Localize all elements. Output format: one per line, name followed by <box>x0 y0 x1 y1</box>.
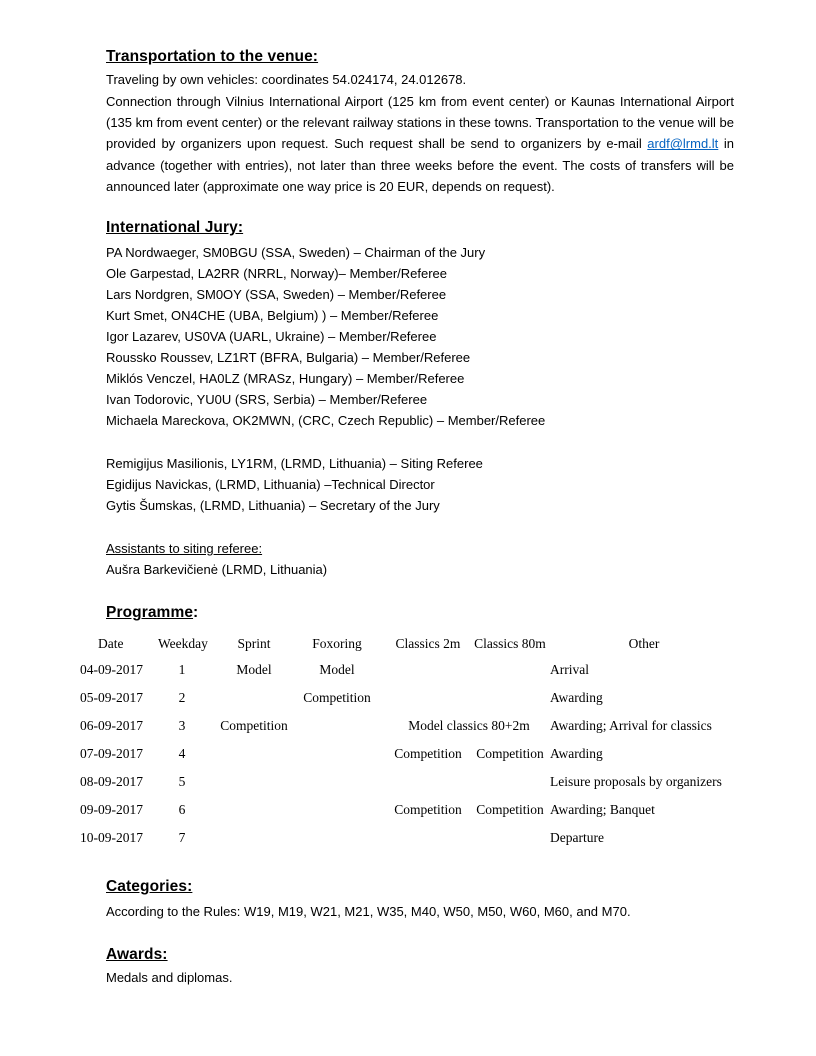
jury-official: Gytis Šumskas, (LRMD, Lithuania) – Secretary of the Jury <box>106 498 440 513</box>
jury-member: Lars Nordgren, SM0OY (SSA, Sweden) – Member/Referee <box>106 287 447 302</box>
cell-weekday: 4 <box>178 746 186 761</box>
cell-other: Arrival <box>550 662 589 677</box>
cell-other: Leisure proposals by organizers <box>550 774 722 789</box>
cell-foxoring: Competition <box>303 690 371 705</box>
jury-member: Roussko Roussev, LZ1RT (BFRA, Bulgaria) – Member/Referee <box>106 350 471 365</box>
cell-foxoring: Model <box>319 662 355 677</box>
column-header-other: Other <box>628 636 660 651</box>
cell-date: 07-09-2017 <box>80 746 143 761</box>
jury-member: Ole Garpestad, LA2RR (NRRL, Norway)– Member/Referee <box>106 266 448 281</box>
cell-date: 04-09-2017 <box>80 662 143 677</box>
cell-classics-2m: Competition <box>394 746 462 761</box>
column-header-foxoring: Foxoring <box>312 636 362 651</box>
transport-coordinates: Traveling by own vehicles: coordinates 54.024174, 24.012678. <box>106 72 467 87</box>
programme-heading-text: Programme <box>106 604 194 621</box>
categories-heading: Categories: <box>106 878 193 895</box>
jury-heading: International Jury: <box>106 219 244 236</box>
transport-paragraph-text-end: in advance (together with entries), not later than three weeks before the event. The costs of transfers will be announced later (approximate one way price is 20 EUR, depends on request). <box>106 136 734 194</box>
column-header-classics-2m: Classics 2m <box>395 636 461 651</box>
transport-paragraph <box>106 91 734 197</box>
cell-classics-2m: Competition <box>394 802 462 817</box>
cell-weekday: 5 <box>178 774 186 789</box>
jury-member: Kurt Smet, ON4CHE (UBA, Belgium) ) – Member/Referee <box>106 308 439 323</box>
cell-weekday: 6 <box>178 802 186 817</box>
column-header-date: Date <box>98 636 124 651</box>
cell-other: Awarding; Banquet <box>550 802 655 817</box>
jury-member: Michaela Mareckova, OK2MWN, (CRC, Czech Republic) – Member/Referee <box>106 413 546 428</box>
cell-sprint: Model <box>236 662 272 677</box>
cell-weekday: 2 <box>178 690 186 705</box>
jury-member: Miklós Venczel, HA0LZ (MRASz, Hungary) – Member/Referee <box>106 371 465 386</box>
cell-classics-model: Model classics 80+2m <box>408 718 530 733</box>
jury-official: Egidijus Navickas, (LRMD, Lithuania) –Technical Director <box>106 477 435 492</box>
column-header-sprint: Sprint <box>237 636 271 651</box>
assistant-name: Aušra Barkevičienė (LRMD, Lithuania) <box>106 562 328 577</box>
email-link[interactable]: ardf@lrmd.lt <box>647 136 719 152</box>
transport-heading: Transportation to the venue: <box>106 48 319 65</box>
programme-heading-colon: : <box>193 604 199 621</box>
awards-text: Medals and diplomas. <box>106 970 233 985</box>
cell-other: Awarding <box>550 746 603 761</box>
cell-date: 06-09-2017 <box>80 718 143 733</box>
cell-other: Awarding <box>550 690 603 705</box>
jury-member: Igor Lazarev, US0VA (UARL, Ukraine) – Member/Referee <box>106 329 437 344</box>
awards-heading: Awards: <box>106 946 168 963</box>
cell-weekday: 3 <box>178 718 186 733</box>
cell-other: Departure <box>550 830 604 845</box>
transport-paragraph-text: Connection through Vilnius International Airport (125 km from event center) or Kaunas International Airport (135 km from event center) or the relevant railway stations in these towns. Transportation to the venue will be provided by organizers upon request. Such request shall be send to organizers by e-mail <box>106 94 734 152</box>
jury-member: Ivan Todorovic, YU0U (SRS, Serbia) – Member/Referee <box>106 392 428 407</box>
jury-official: Remigijus Masilionis, LY1RM, (LRMD, Lithuania) – Siting Referee <box>106 456 483 471</box>
cell-weekday: 1 <box>178 662 186 677</box>
programme-heading <box>106 604 198 622</box>
cell-date: 10-09-2017 <box>80 830 143 845</box>
cell-classics-80m: Competition <box>476 746 544 761</box>
cell-date: 05-09-2017 <box>80 690 143 705</box>
cell-classics-80m: Competition <box>476 802 544 817</box>
cell-other: Awarding; Arrival for classics <box>550 718 712 733</box>
categories-text: According to the Rules: W19, M19, W21, M21, W35, M40, W50, M50, W60, M60, and M70. <box>106 904 631 919</box>
assistants-label: Assistants to siting referee: <box>106 541 263 556</box>
column-header-weekday: Weekday <box>158 636 208 651</box>
jury-member: PA Nordwaeger, SM0BGU (SSA, Sweden) – Chairman of the Jury <box>106 245 486 260</box>
column-header-classics-80m: Classics 80m <box>474 636 546 651</box>
cell-date: 09-09-2017 <box>80 802 143 817</box>
cell-sprint: Competition <box>220 718 288 733</box>
cell-weekday: 7 <box>178 830 186 845</box>
cell-date: 08-09-2017 <box>80 774 143 789</box>
